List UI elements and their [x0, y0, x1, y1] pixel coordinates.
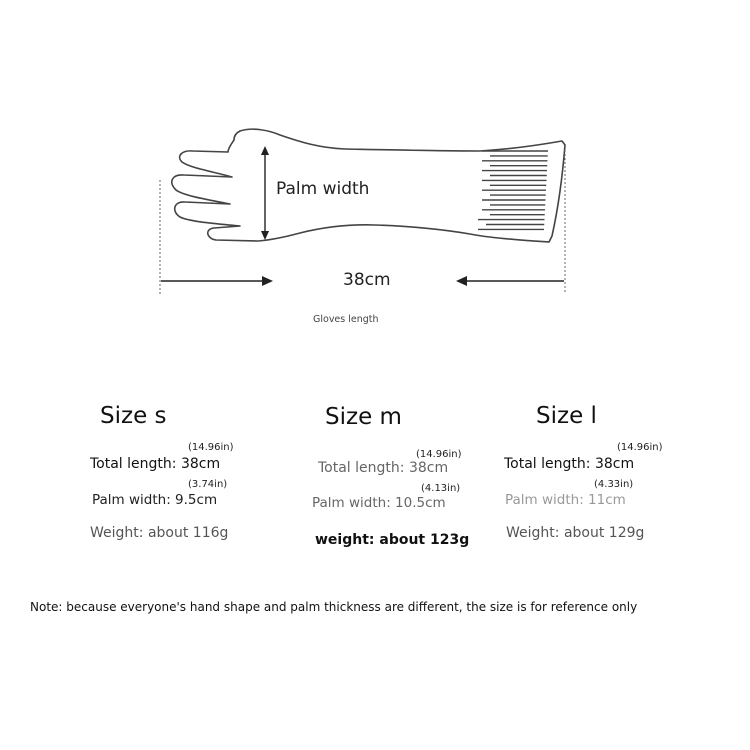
sizing-note: Note: because everyone's hand shape and palm thickness are different, the size is for reference only [30, 600, 638, 614]
size-m-palm-width: Palm width: 10.5cm [312, 495, 446, 511]
palm-arrow-head-top [261, 146, 269, 155]
gloves-length-caption: Gloves length [313, 314, 379, 325]
length-arrow-left-head [262, 276, 273, 286]
size-s-palm-inch: (3.74in) [188, 479, 228, 490]
size-l-weight: Weight: about 129g [506, 525, 645, 541]
size-l-total-inch: (14.96in) [617, 442, 663, 453]
size-s-total-inch: (14.96in) [188, 442, 234, 453]
size-s-title: Size s [100, 403, 167, 429]
palm-arrow-head-bottom [261, 231, 269, 240]
size-l-palm-inch: (4.33in) [594, 479, 634, 490]
size-l-palm-width: Palm width: 11cm [505, 492, 626, 508]
size-m-weight: weight: about 123g [315, 532, 470, 548]
size-s-palm-width: Palm width: 9.5cm [92, 492, 218, 508]
size-m-total-length: Total length: 38cm [318, 460, 449, 476]
size-s-total-length: Total length: 38cm [90, 456, 221, 472]
length-label: 38cm [343, 270, 391, 290]
size-m-title: Size m [325, 404, 402, 430]
size-l-title: Size l [536, 403, 597, 429]
cuff-stripes [478, 151, 548, 229]
length-arrow-right-head [456, 276, 467, 286]
size-s-weight: Weight: about 116g [90, 525, 229, 541]
size-m-total-inch: (14.96in) [416, 449, 462, 460]
size-m-palm-inch: (4.13in) [421, 483, 461, 494]
size-l-total-length: Total length: 38cm [504, 456, 635, 472]
palm-width-label: Palm width [276, 179, 370, 199]
